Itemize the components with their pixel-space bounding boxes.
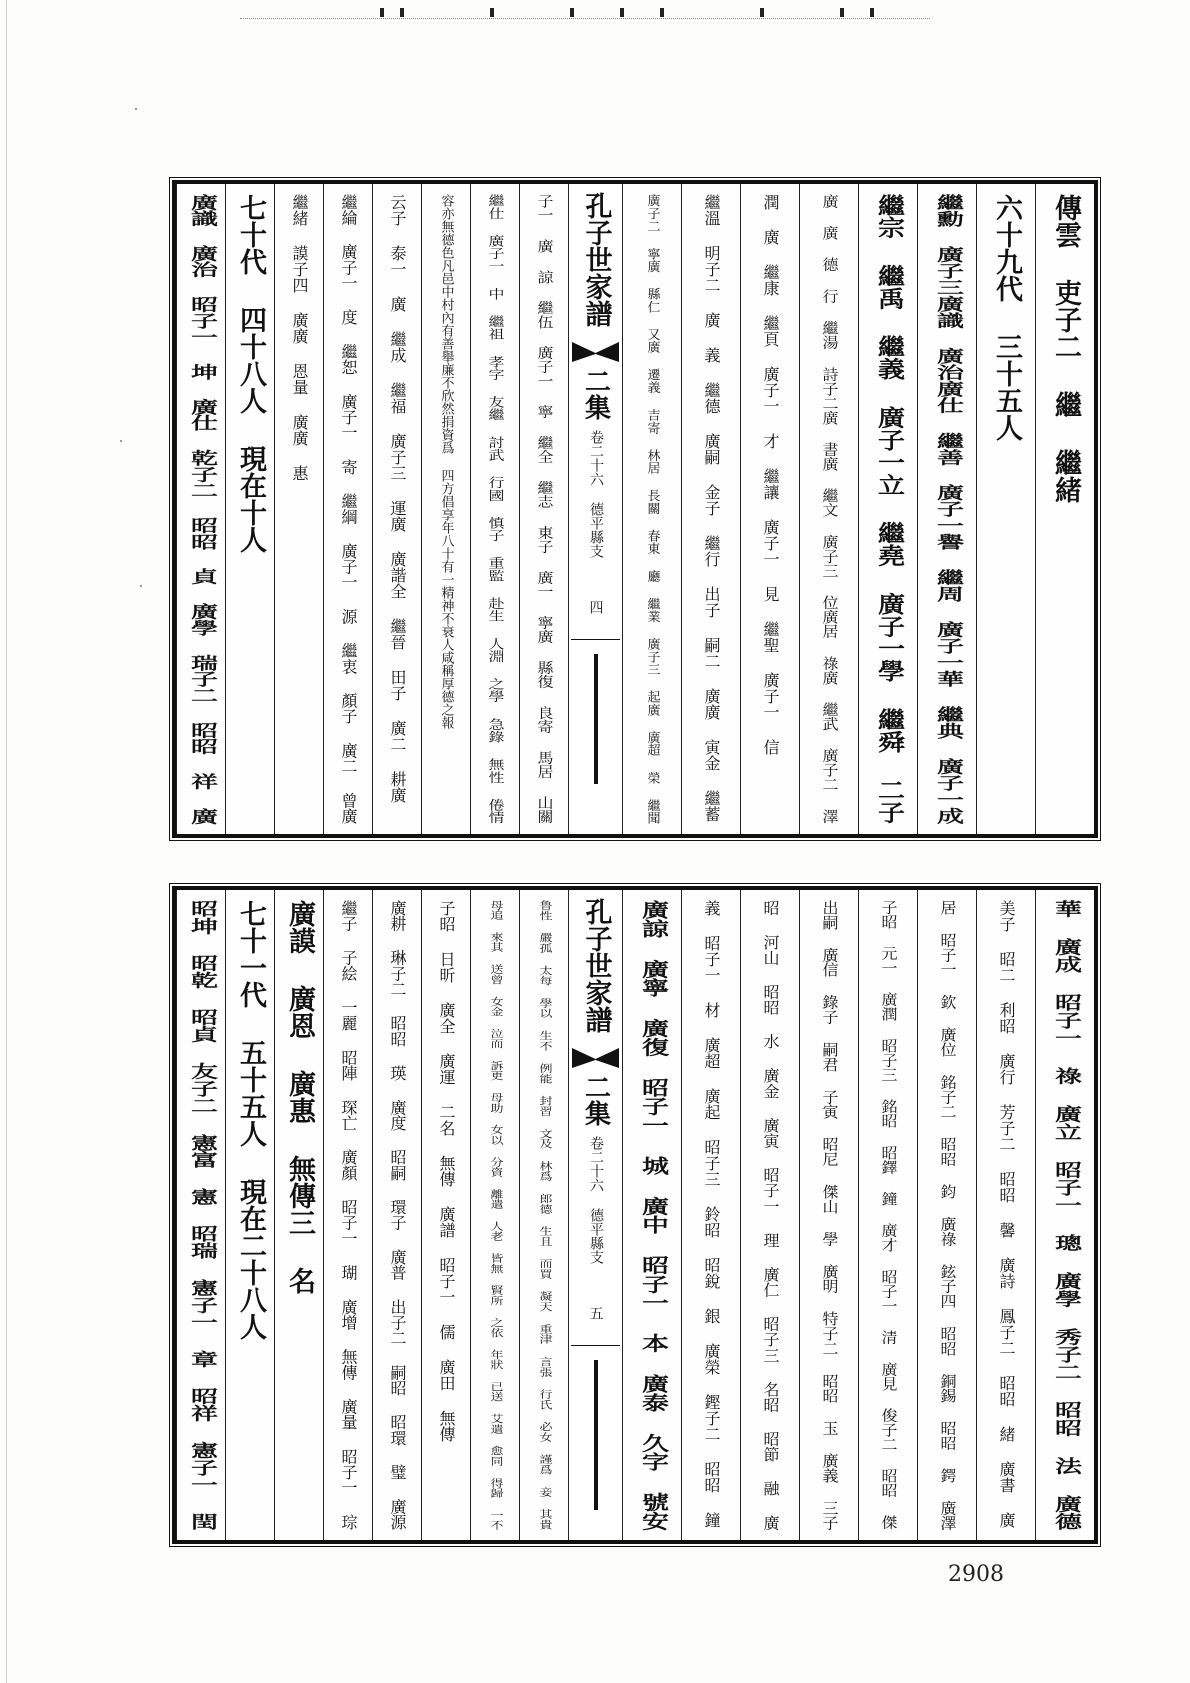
- column-text: 繼勳 廣子三廣識 廣治廣仕 繼善 廣子一譽 繼周 廣子一華 繼典 廣子一成: [932, 194, 963, 824]
- genealogy-column: [799, 890, 858, 1540]
- scan-speck: [135, 108, 137, 110]
- column-text: 居 昭子一 欽 廣位 銘子二 昭昭 鈞 廣祿 鉉子四 昭昭 銅錫 昭昭 鍔 廣澤: [938, 900, 957, 1531]
- genealogy-column: [917, 184, 976, 834]
- page-number: 2908: [948, 1562, 1004, 1587]
- page-left-border: [6, 0, 7, 1683]
- genealogy-page-5: [172, 886, 1098, 1544]
- genealogy-column: [519, 890, 568, 1540]
- genealogy-column: [176, 890, 225, 1540]
- column-text: 廣識 廣治 昭子一 坤 廣仕 乾子二 昭昭 貞 廣學 瑞子二 昭昭 祥 廣: [186, 194, 217, 825]
- genealogy-column: [176, 184, 225, 834]
- spine-bar: [594, 654, 598, 784]
- genealogy-column: [799, 184, 858, 834]
- column-text: 子昭 元一 廣潤 昭子三 銘昭 昭鐸 鐘 廣才 昭子一 清 廣見 俊子二 昭昭 傑: [879, 900, 898, 1530]
- spine-volume: 二集: [580, 1074, 611, 1126]
- column-text: 子一 廣 諒 繼伍 廣子一 寧 繼全 繼志 東子 廣一 寧廣 縣復 良寄 馬居 山關: [535, 194, 554, 824]
- column-text: 廣 廣 德 行 繼湯 詩子二廣 書廣 繼文 廣子三 位廣居 祿廣 繼武 廣子二 澤: [820, 194, 839, 824]
- spine-juan: 卷二十六 德平縣支: [588, 430, 604, 558]
- column-text: 廣謨 廣恩 廣惠 無傳三 名: [284, 900, 315, 1294]
- column-text: 繼子 子絵 一麗 昭陣 琛亡 廣顏 昭子一 瑚 廣增 無傳 廣量 昭子一 琮: [339, 900, 358, 1530]
- genealogy-column: [1035, 890, 1094, 1540]
- column-text: 七十代 四十八人 現在十人: [235, 194, 266, 553]
- genealogy-column: [225, 184, 274, 834]
- genealogy-column: [225, 890, 274, 1540]
- column-text: 出嗣 廣信 錄子 嗣君 子寅 昭尼 傑山 學 廣明 特子二 昭昭 玉 廣義 三子: [820, 900, 839, 1531]
- spine-page: 五: [587, 1306, 604, 1320]
- column-text: 繼仕 廣子一 中 繼祖 孝字 友繼 討武 行國 慎子 重監 赴生 人淵 之學 急錄 無性 倦情: [486, 194, 505, 824]
- genealogy-column: [470, 184, 519, 834]
- scan-speck: [120, 440, 122, 442]
- genealogy-column: [470, 890, 519, 1540]
- column-text: 繼宗 繼禹 繼義 廣子一立 繼堯 廣子一學 繼舜 二子: [873, 194, 904, 824]
- fishtail-mark: [572, 1048, 619, 1068]
- bottom-spine: [568, 890, 622, 1540]
- column-text: 昭坤 昭乾 昭貞 友子二 憲富 憲 昭瑞 憲子一 章 昭祥 憲子一 閏: [186, 900, 217, 1530]
- genealogy-column: [858, 890, 917, 1540]
- genealogy-column: [372, 184, 421, 834]
- spine-volume: 二集: [580, 368, 611, 420]
- genealogy-column: [740, 184, 799, 834]
- spine-bar: [594, 1360, 598, 1510]
- genealogy-column: [421, 890, 470, 1540]
- spine-title: 孔子世家譜: [580, 898, 612, 1033]
- genealogy-column: [681, 184, 740, 834]
- genealogy-column: [622, 184, 681, 834]
- genealogy-column: [323, 890, 372, 1540]
- genealogy-column: [519, 184, 568, 834]
- column-text: 繼緒 謨子四 廣廣 恩量 廣廣 惠: [290, 194, 309, 481]
- genealogy-column: [274, 184, 323, 834]
- scan-speck: [140, 585, 142, 587]
- genealogy-column: [1035, 184, 1094, 834]
- genealogy-column: [274, 890, 323, 1540]
- genealogy-column: [976, 184, 1035, 834]
- column-text: 母追 來其 送曾 女金 泣而 訴更 母助 女以 分資 離遣 人老 皆無 賢所 之依 年狀 已送 艾遣 愈同 得歸 一不: [487, 900, 503, 1531]
- fishtail-mark: [572, 342, 619, 362]
- top-spine: [568, 184, 622, 834]
- column-text: 鲁性 嚴孤 太每 學以 生不 例能 封習 文及 林爲 郎德 生且 而買 凝天 重津 言張 行氏 必女 謹爲 妾 其貴: [536, 900, 552, 1530]
- spine-divider: [571, 639, 620, 640]
- column-text: 云子 泰一 廣 繼成 繼福 廣子三 運廣 廣諧全 繼晉 田子 廣二 耕廣: [388, 194, 407, 803]
- genealogy-column: [622, 890, 681, 1540]
- column-text: 美子 昭二 利昭 廣行 芳子二 昭昭 馨 廣詩 鳳子二 昭昭 緒 廣書 廣: [997, 900, 1016, 1528]
- column-text: 廣諒 廣寧 廣復 昭子一 城 廣中 昭子一 本 廣泰 久字 號安: [637, 900, 668, 1531]
- genealogy-column: [976, 890, 1035, 1540]
- genealogy-column: [323, 184, 372, 834]
- column-text: 繼溫 明子二 廣 義 繼德 廣嗣 金子 繼行 出子 嗣二 廣廣 寅金 繼蓄: [702, 194, 721, 822]
- genealogy-column: [372, 890, 421, 1540]
- spine-title: 孔子世家譜: [580, 192, 612, 327]
- genealogy-column: [421, 184, 470, 834]
- column-text: 華 廣成 昭子一 祿 廣立 昭子一 璁 廣學 秀子二 昭昭 法 廣德: [1050, 900, 1081, 1531]
- column-text: 子昭 日昕 廣全 廣運 二名 無傳 廣譜 昭子一 儒 廣田 無傳: [437, 900, 456, 1442]
- column-text: 廣耕 琳子二 昭昭 瑛 廣度 昭嗣 環子 廣普 出子二 嗣昭 昭環 璧 廣源: [388, 900, 407, 1530]
- genealogy-column: [917, 890, 976, 1540]
- genealogy-column: [740, 890, 799, 1540]
- genealogy-column: [858, 184, 917, 834]
- top-scan-artifact: [240, 6, 930, 19]
- column-text: 六十九代 三十五人: [991, 194, 1022, 441]
- spine-page: 四: [587, 600, 604, 614]
- genealogy-page-4: [172, 180, 1098, 838]
- column-text: 繼綸 廣子一 度 繼恕 廣子一 寄 繼綱 廣子一 源 繼衷 顏子 廣二 曾廣: [339, 194, 358, 824]
- spine-divider: [571, 1345, 620, 1346]
- column-text: 傳雲 吏子二 繼 繼緒: [1050, 194, 1081, 503]
- column-text: 七十一代 五十五人 現在二十八人: [235, 900, 266, 1340]
- column-text: 容亦無德色凡邑中村內有善舉廉不欣然捐資爲 四方倡享年八十有一精神不衰人咸稱厚德之報: [438, 194, 454, 729]
- spine-juan: 卷二十六 德平縣支: [588, 1136, 604, 1264]
- column-text: 義 昭子一 材 廣超 廣起 昭子三 鈴昭 昭銳 銀 廣榮 鏗子二 昭昭 鐘: [702, 900, 721, 1528]
- genealogy-column: [681, 890, 740, 1540]
- column-text: 昭 河山 昭昭 水 廣金 廣寅 昭子一 理 廣仁 昭子三 名昭 昭節 融 廣: [761, 900, 780, 1531]
- column-text: 潤 廣 繼康 繼頁 廣子一 才 繼讓 廣子一 見 繼聖 廣子一 信: [761, 194, 780, 755]
- column-text: 廣子二 寧廣 縣仁 又廣 遷義 吉寄 林居 長關 春東 廳 繼業 廣子三 起廣 廣超 榮 繼聞: [644, 194, 660, 825]
